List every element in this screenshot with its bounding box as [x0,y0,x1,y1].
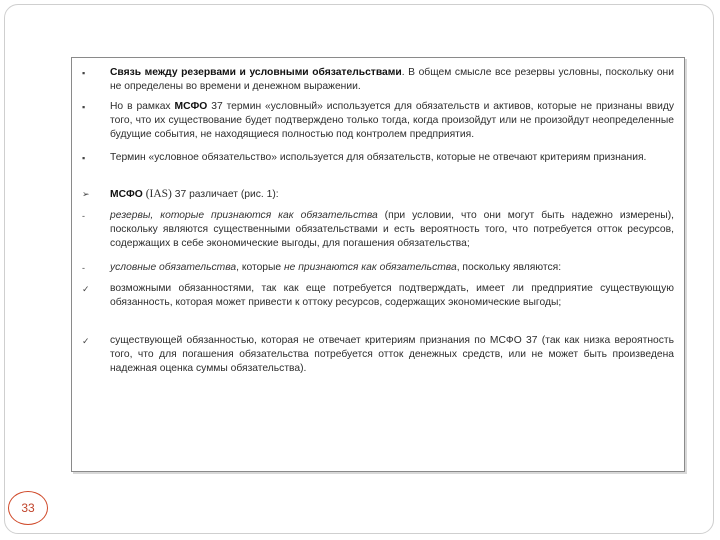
item-text [110,187,674,202]
item-text [110,66,674,94]
arrow-bullet-icon: ➢ [82,189,90,199]
item-text [110,100,674,143]
page-number: 33 [21,501,35,515]
item-bold-heading: Связь между резервами и условными обязательствами [110,67,402,78]
item-italic-term: условные обязательства [110,262,237,273]
list-item [82,261,674,275]
page-number-badge [8,491,48,525]
item-body: термин «условный» используется для обязательств и активов, которые не признаны ввиду того, что их существование будет подтверждено только тогда, когда произойдут или не произойдут неопределенные будущие события, не находящиеся полностью под контролем предприятия. [110,101,674,141]
item-italic-term-2: не признаются как обязательства [284,262,457,273]
item-text [110,209,674,252]
list-item [82,282,674,310]
dash-bullet-icon: - [82,211,85,221]
item-italic-term: резервы, которые признаются как обязательства [110,210,378,221]
list-item [82,334,674,377]
list-item [82,100,674,143]
item-prefix: Но в рамках [110,101,175,112]
list-item [82,187,674,202]
list-item [82,66,674,94]
content-box [71,57,685,472]
item-body: , поскольку являются: [456,262,562,273]
square-bullet-icon: ▪ [82,153,86,163]
square-bullet-icon: ▪ [82,102,86,112]
item-body: 37 различает (рис. 1): [171,189,279,200]
dash-bullet-icon: - [82,263,85,273]
item-number: 37 [207,101,223,112]
item-body: (при условии, что они могут быть надежно измерены), поскольку являются существенными обязательствами и есть вероятность того, что потребуется отток ресурсов, содержащих в себе экономические выгоды, для погашения обязательства; [110,210,675,250]
item-bold-term: МСФО [174,101,208,112]
item-bold-term: МСФО [110,189,143,200]
item-body: существующей обязанностью, которая не отвечает критериям признания по МСФО 37 (так как низка вероятность того, что для погашения обязательства потребуется отток денежных средств, или не может быть произведена надежная оценка суммы обязательства). [110,335,674,375]
checkmark-bullet-icon: ✓ [82,284,90,294]
checkmark-bullet-icon: ✓ [82,336,90,346]
item-serif-term: (IAS) [142,188,172,200]
item-body: возможными обязанностями, так как еще потребуется подтверждать, имеет ли предприятие существующую обязанность, которая может привести к оттоку ресурсов, содержащих экономические выгоды; [110,283,674,309]
square-bullet-icon: ▪ [82,68,86,78]
list-item [82,209,674,252]
item-text [110,261,674,275]
item-middle: , которые [236,262,285,273]
list-item [82,151,674,165]
item-body: . В общем смысле все резервы условны, поскольку они не определены во времени и денежном выражении. [110,67,674,93]
item-body: Термин «условное обязательство» используется для обязательств, которые не отвечают критериям признания. [110,152,647,163]
